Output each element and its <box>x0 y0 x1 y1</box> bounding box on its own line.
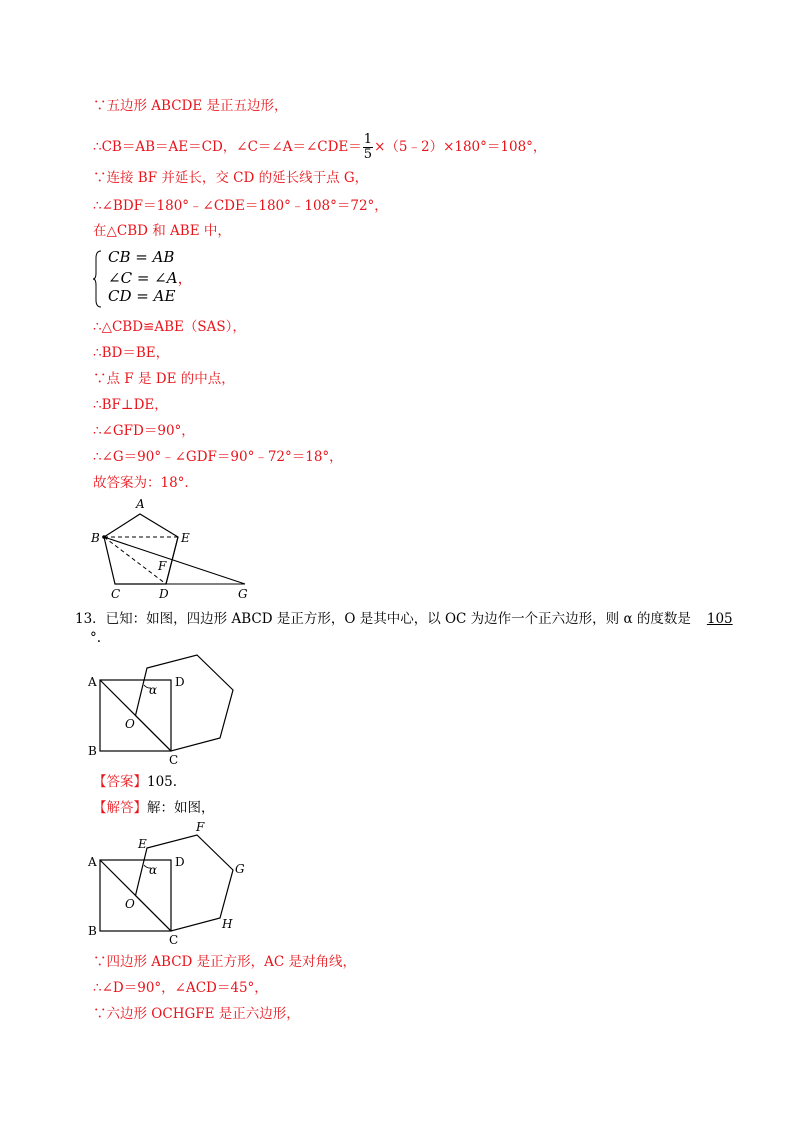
label-C: C <box>169 753 179 767</box>
labeled-hexagon-figure <box>85 818 255 946</box>
label-alpha: α <box>149 863 158 877</box>
sol12-line-9: ∴BF⊥DE， <box>93 397 168 413</box>
label-F: F <box>196 820 205 834</box>
label-A: A <box>88 675 97 689</box>
sol12-line-11: ∴∠G＝90°﹣∠GDF＝90°﹣72°＝18°， <box>93 449 343 465</box>
explain-tag: 【解答】 <box>93 800 147 816</box>
question-13-answer: 105 <box>706 611 733 627</box>
answer-value: 105. <box>147 774 178 790</box>
question-13 <box>75 610 755 648</box>
sol13-line-1: ∵四边形 ABCD 是正方形，AC 是对角线， <box>93 954 357 970</box>
pentagon-figure <box>85 492 260 602</box>
sol12-line-12: 故答案为：18°. <box>93 475 189 491</box>
sol12-line-3: ∵连接 BF 并延长，交 CD 的延长线于点 G， <box>93 170 369 186</box>
label-O: O <box>125 897 135 911</box>
label-O: O <box>125 717 135 731</box>
label-H: H <box>222 917 233 931</box>
sol13-line-3: ∵六边形 OCHGFE 是正六边形， <box>93 1006 300 1022</box>
fraction-denominator: 5 <box>363 147 373 162</box>
sol12-line-10: ∴∠GFD＝90°， <box>93 423 195 439</box>
answer-line <box>93 773 177 791</box>
question-13-tail: °. <box>90 630 102 646</box>
sol12-line-1: ∵五边形 ABCDE 是正五边形， <box>93 98 288 114</box>
label-G: G <box>238 587 248 601</box>
equation-system <box>93 250 293 308</box>
answer-tag: 【答案】 <box>93 774 147 790</box>
system-row-2-eq: ∠C = ∠A <box>108 269 178 287</box>
sol12-line-8: ∵点 F 是 DE 的中点， <box>93 371 235 387</box>
label-A: A <box>88 855 97 869</box>
fraction-numerator: 1 <box>363 132 373 147</box>
label-D: D <box>175 855 185 869</box>
label-B: B <box>91 531 100 545</box>
system-row-2-tail: ， <box>177 269 193 287</box>
sol12-line-7: ∴BD＝BE， <box>93 345 170 361</box>
label-D: D <box>175 675 185 689</box>
label-F: F <box>158 559 167 573</box>
label-A: A <box>136 497 145 511</box>
explain-line <box>93 799 215 817</box>
label-D: D <box>159 587 169 601</box>
system-row-3: CD = AE <box>108 287 176 305</box>
sol12-line-6: ∴△CBD≌ABE（SAS）， <box>93 319 246 335</box>
sol12-line-2 <box>93 133 546 162</box>
label-alpha: α <box>149 683 158 697</box>
system-row-2 <box>108 267 193 288</box>
label-E: E <box>138 837 147 851</box>
label-B: B <box>88 924 97 938</box>
sol12-line-2-a: ∴CB＝AB＝AE＝CD，∠C＝∠A＝∠CDE＝ <box>93 139 362 155</box>
label-E: E <box>181 531 190 545</box>
label-B: B <box>88 744 97 758</box>
sol12-line-2-b: ×（5﹣2）×180°＝108°， <box>374 139 547 155</box>
label-G: G <box>235 862 245 876</box>
sol13-line-2: ∴∠D＝90°，∠ACD＝45°， <box>93 980 268 996</box>
label-C: C <box>111 587 121 601</box>
label-C: C <box>169 933 179 946</box>
sol12-line-4: ∴∠BDF＝180°﹣∠CDE＝180°﹣108°＝72°， <box>93 198 388 214</box>
left-brace-icon <box>93 250 103 308</box>
fraction-one-fifth <box>363 133 373 162</box>
question-13-text: 13．已知：如图，四边形 ABCD 是正方形，O 是其中心，以 OC 为边作一个正六边形，则 α 的度数是 <box>75 611 691 627</box>
system-row-1: CB = AB <box>108 248 175 266</box>
square-hexagon-figure <box>85 650 245 770</box>
explain-text: 解：如图， <box>147 800 215 816</box>
sol12-line-5: 在△CBD 和 ABE 中， <box>93 223 231 239</box>
